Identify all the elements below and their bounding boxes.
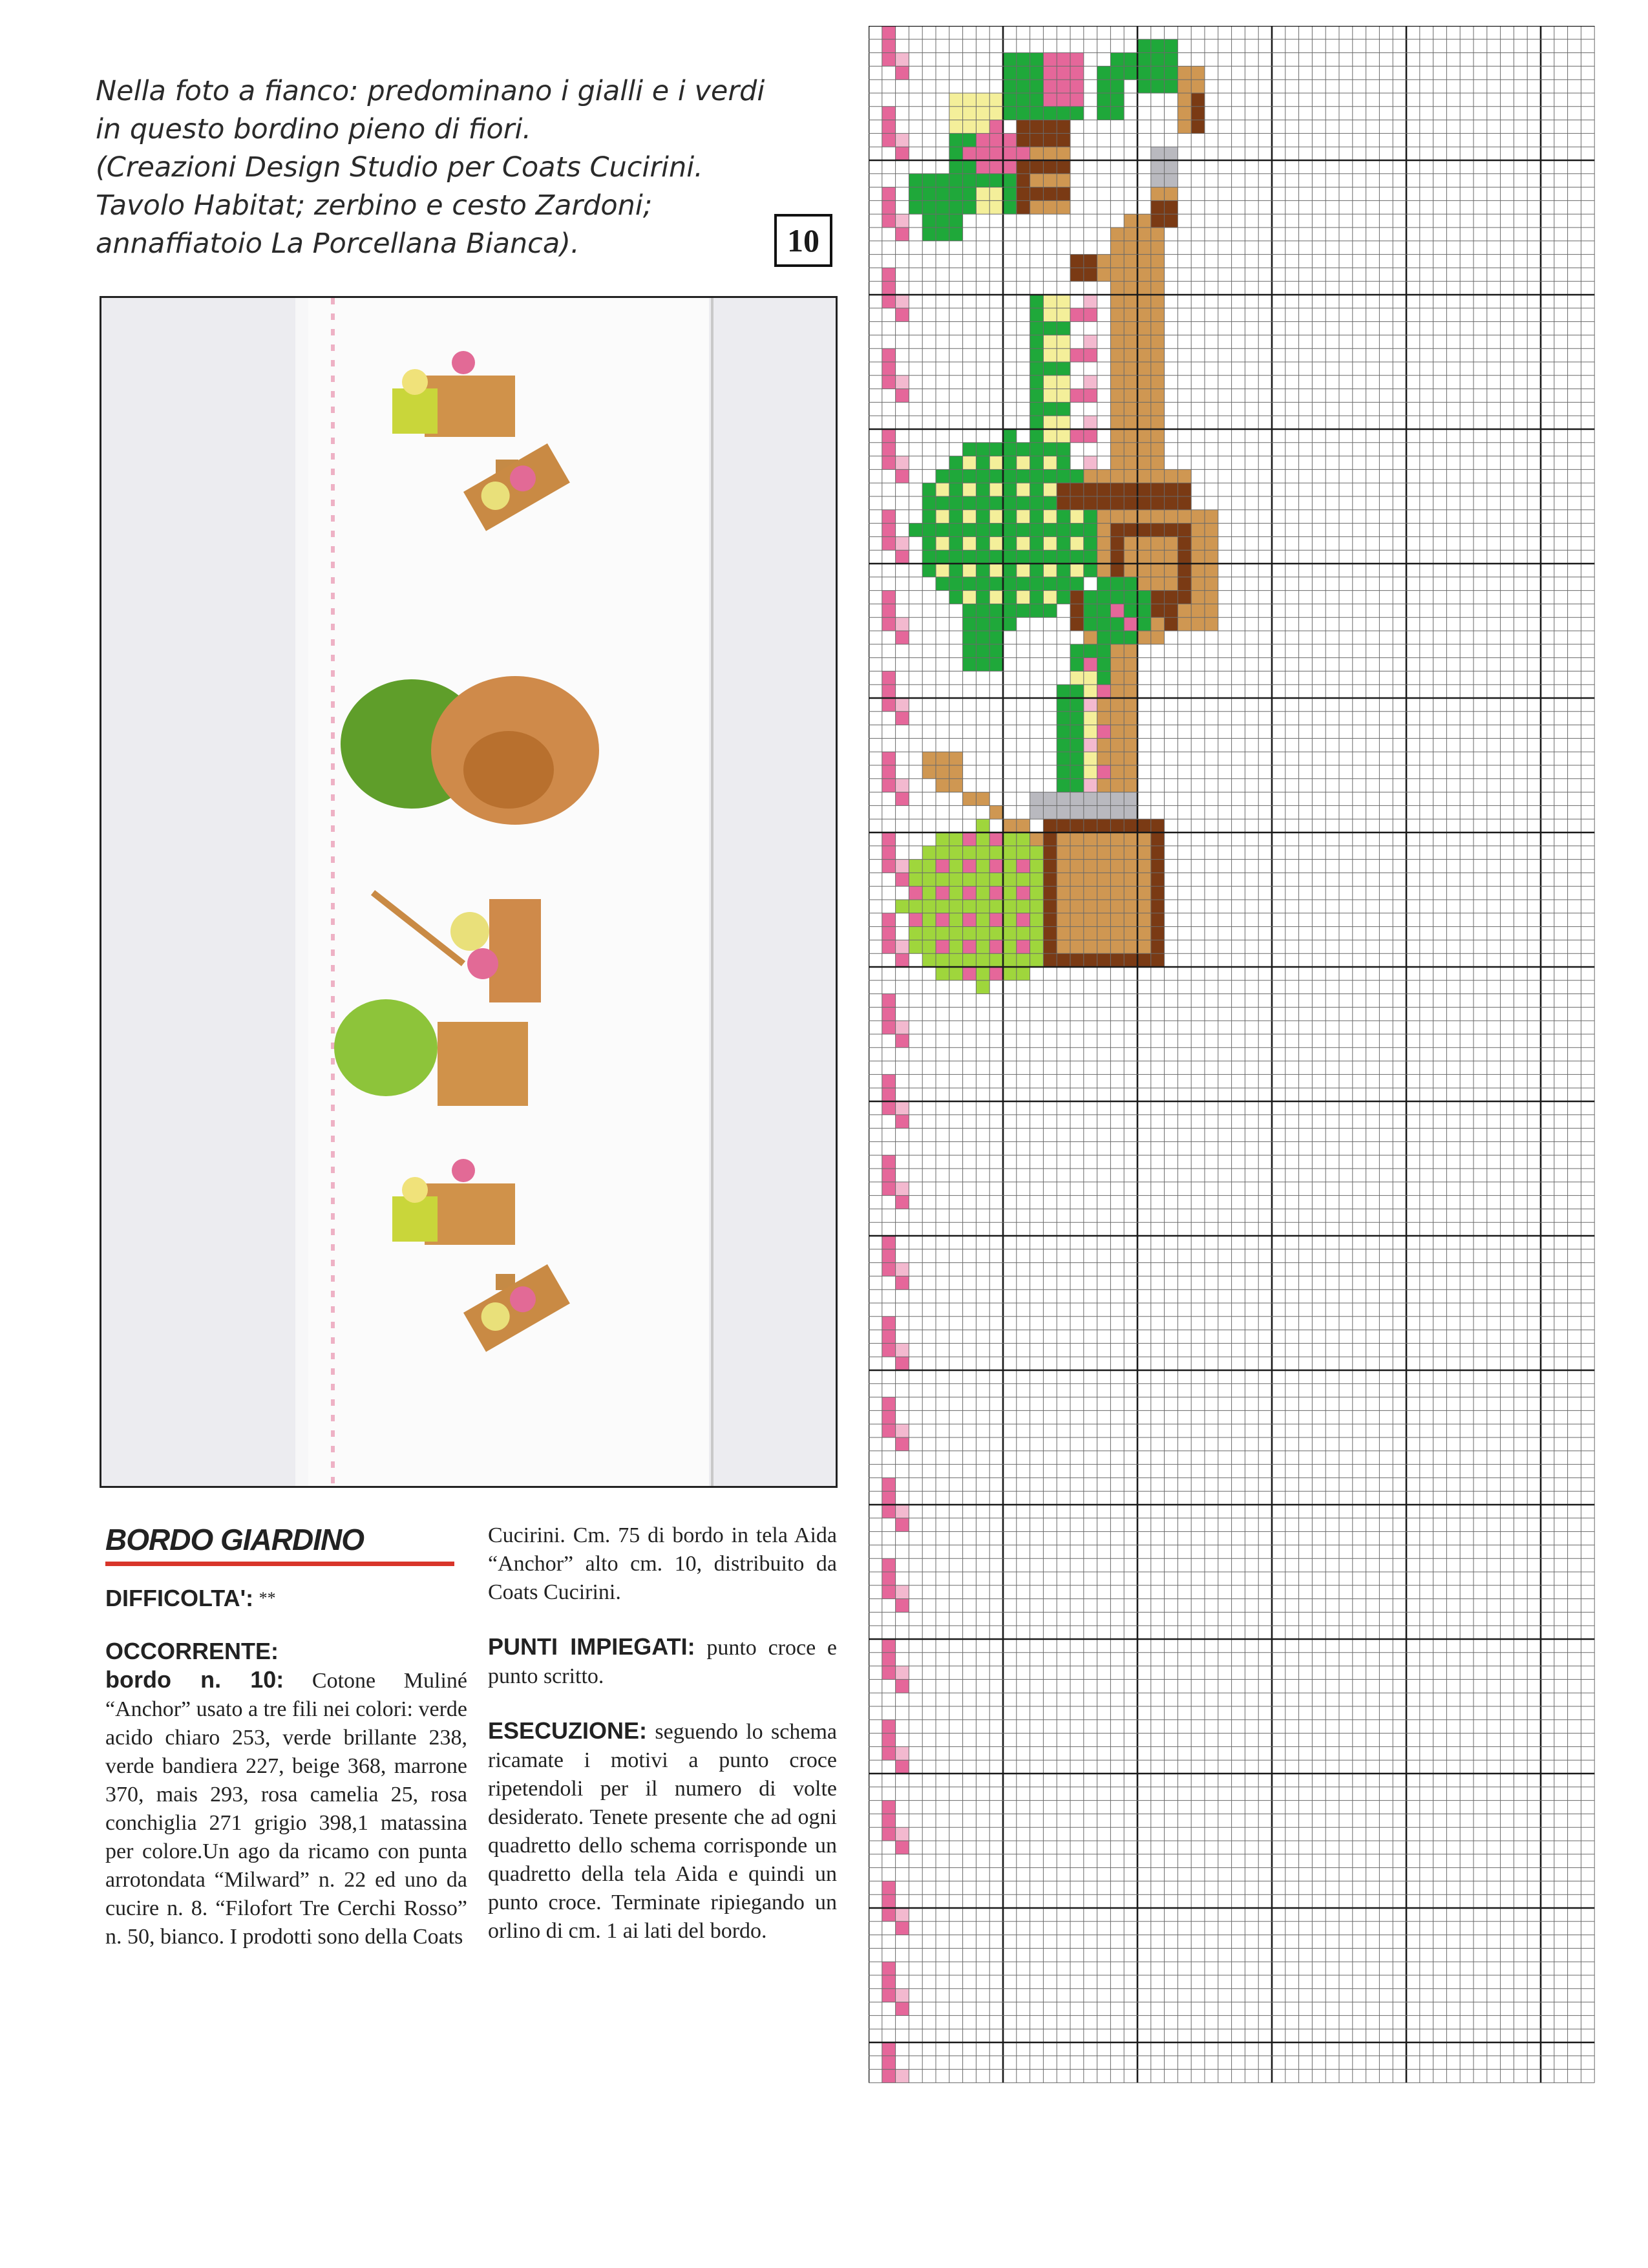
chart-grid <box>869 26 1594 2083</box>
materials-heading: OCCORRENTE: <box>105 1638 279 1664</box>
article-middle-column <box>488 1521 837 1945</box>
embroidery-photo <box>100 296 838 1488</box>
stitches-heading: PUNTI IMPIEGATI: <box>488 1633 695 1660</box>
difficulty-stars: ** <box>259 1589 276 1607</box>
article-title: BORDO GIARDINO <box>105 1523 364 1556</box>
title-underline <box>105 1562 454 1566</box>
execution-text: seguendo lo schema ricamate i motivi a punto croce ripetendoli per il numero di volte desiderato. Tenete presente che ad ogni quadretto dello schema corrisponde un quadretto della tela Aida e quindi un punto croce. Terminate ripiegando un orlino di cm. 1 ai lati del bordo. <box>488 1720 838 1943</box>
caption-line: in questo bordino pieno di fiori. <box>96 113 532 145</box>
difficulty-label: DIFFICOLTA': <box>105 1585 254 1611</box>
materials-text: Cotone Muliné “Anchor” usato a tre fili nei colori: verde acido chiaro 253, verde brillante 238, verde bandiera 227, beige 368, marrone 370, mais 293, rosa camelia 25, rosa conchiglia 271 grigio 398,1 matassina per colore.Un ago da ricamo con punta arrotondata “Milward” n. 22 ed uno da cucire n. 8. “Filofort Tre Cerchi Rosso” n. 50, bianco. I prodotti sono della Coats <box>105 1669 467 1949</box>
materials-continued: Cucirini. Cm. 75 di bordo in tela Aida “Anchor” alto cm. 10, distribuito da Coats Cucirini. <box>488 1523 837 1604</box>
article-left-column <box>105 1521 467 1951</box>
cross-stitch-chart <box>869 26 1607 2084</box>
materials-item-label: bordo n. 10: <box>105 1666 284 1693</box>
pattern-number-badge: 10 <box>774 214 832 267</box>
caption-line: annaffiatoio La Porcellana Bianca). <box>96 228 580 260</box>
photo-caption <box>96 72 839 263</box>
stitches-text: punto croce e punto scritto. <box>488 1636 838 1688</box>
caption-line: (Creazioni Design Studio per Coats Cucirini. <box>96 151 703 184</box>
caption-line: Tavolo Habitat; zerbino e cesto Zardoni; <box>96 189 653 222</box>
caption-line: Nella foto a fianco: predominano i gialli e i verdi <box>96 75 765 107</box>
execution-heading: ESECUZIONE: <box>488 1717 648 1744</box>
embroidery-photo-illustration <box>101 298 836 1486</box>
